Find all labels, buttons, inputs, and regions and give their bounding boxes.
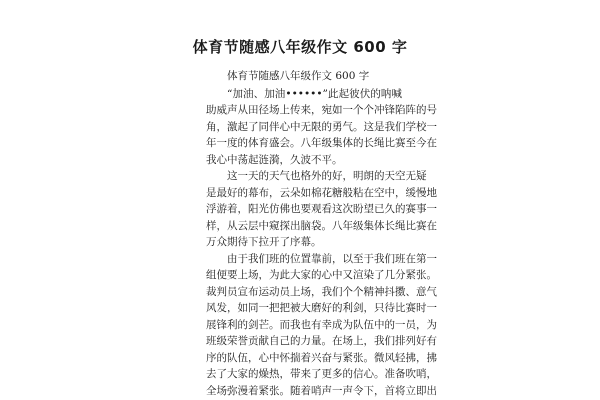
paragraph-line: “加油、加油••••••”此起彼伏的呐喊 [227,87,402,100]
paragraph-line: 我心中荡起涟漪，久波不平。 [206,153,343,166]
paragraph-line: 是最好的幕布，云朵如棉花糖般粘在空中，缓慢地 [206,186,437,199]
paragraph-line: 角，激起了同伴心中无限的勇气。这是我们学校一 [206,120,437,133]
paragraph-line: 助威声从田径场上传来，宛如一个个冲锋陷阵的号 [206,104,437,116]
document-body [206,68,437,399]
paragraph [206,251,437,400]
paragraph-line: 组便要上场，为此大家的心中又渲染了几分紧张。 [206,269,437,281]
paragraph-line: 样，从云层中窥探出脑袋。八年级集体长绳比赛在 [206,219,437,232]
paragraph-line: 浮游着，阳光仿佛也要观看这次盼望已久的赛事一 [206,203,437,215]
paragraph-line: 展锋利的剑芒。而我也有幸成为队伍中的一员，为 [206,318,437,331]
document-subtitle: 体育节随感八年级作文 600 字 [227,70,370,82]
paragraph-line: 万众期待下拉开了序幕。 [206,236,322,248]
document-title: 体育节随感八年级作文 600 字 [192,38,408,56]
paragraph-line: 序的队伍，心中怀揣着兴奋与紧张。微风轻拂，拂 [206,351,437,364]
paragraph-line: 由于我们班的位置靠前，以至于我们班在第一 [227,252,437,265]
paragraph-line: 全场弥漫着紧张。随着哨声一声令下，首将立即出 [206,384,437,397]
paragraph-line: 年一度的体育盛会。八年级集体的长绳比赛至今在 [206,137,437,149]
paragraph [206,168,437,251]
paragraph-line: 这一天的天气也格外的好，明朗的天空无疑 [227,170,427,182]
paragraph [206,86,437,169]
paragraph-list [206,86,437,400]
paragraph-line: 裁判员宣布运动员上场，我们个个精神抖擞、意气 [206,285,437,298]
paragraph-line: 去了大家的燥热，带来了更多的信心。准备吹哨， [206,368,437,380]
paragraph-line: 班级荣誉贡献自己的力量。在场上，我们排列好有 [206,335,437,347]
paragraph-line: 风发，如同一把把被大磨好的利剑，只待比赛时一 [206,302,437,314]
